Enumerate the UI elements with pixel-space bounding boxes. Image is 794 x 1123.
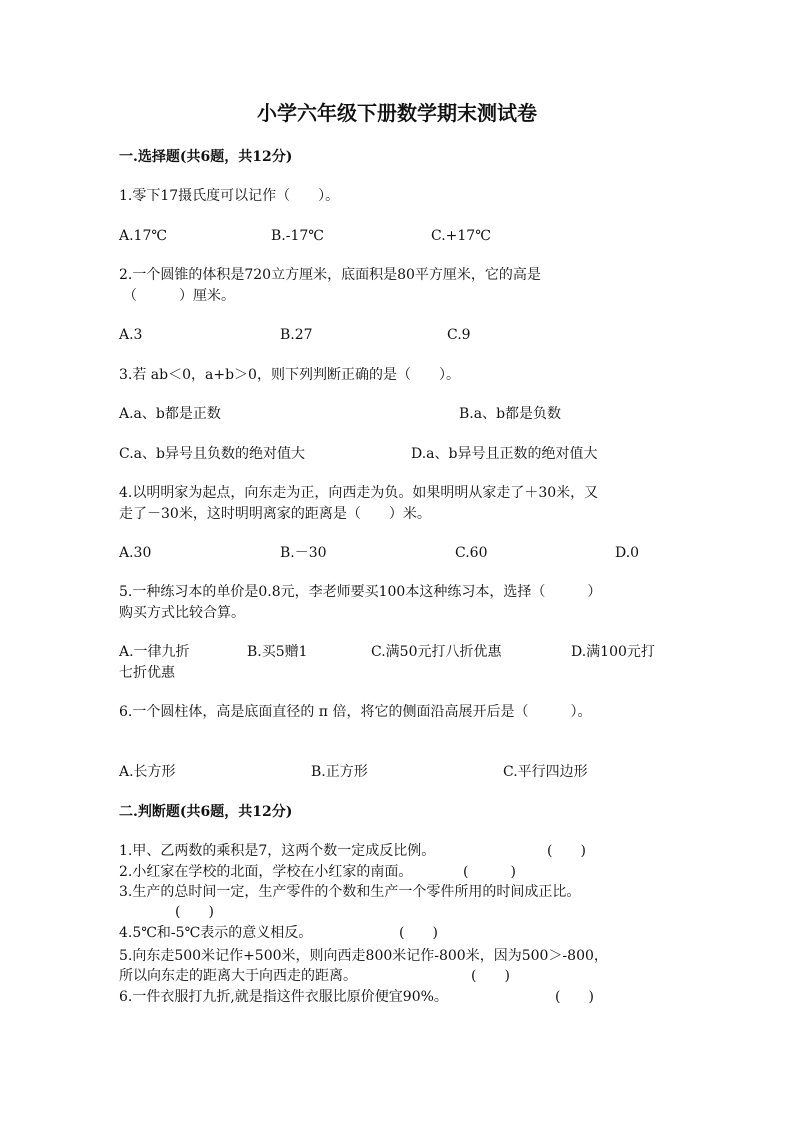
judgment-1-text: 1.甲、乙两数的乘积是7，这两个数一定成反比例。 bbox=[119, 843, 436, 859]
judgment-5-text-line1: 5.向东走500米记作+500米，则向西走800米记作-800米，因为500＞-800， bbox=[119, 948, 608, 964]
question-1-option-c: C.+17℃ bbox=[431, 228, 491, 244]
question-6-option-a: A.长方形 bbox=[119, 764, 176, 780]
question-2-option-a: A.3 bbox=[119, 327, 143, 343]
judgment-5-text-line2: 所以向东走的距离大于向西走的距离。 bbox=[119, 968, 357, 984]
question-1-option-a: A.17℃ bbox=[119, 228, 168, 244]
judgment-6-paren: ( ) bbox=[555, 989, 594, 1005]
question-5-text-line2: 购买方式比较合算。 bbox=[119, 605, 245, 621]
question-5-option-c: C.满50元打八折优惠 bbox=[371, 644, 502, 660]
question-6-option-c: C.平行四边形 bbox=[503, 764, 588, 780]
question-1-option-b: B.-17℃ bbox=[271, 228, 324, 244]
question-5-option-b: B.买5赠1 bbox=[247, 644, 308, 660]
question-5-option-a: A.一律九折 bbox=[119, 644, 190, 660]
section-heading-choice: 一.选择题(共6题，共12分) bbox=[119, 149, 293, 165]
question-2-text-line1: 2.一个圆锥的体积是720立方厘米，底面积是80平方厘米，它的高是 bbox=[119, 267, 541, 283]
section-heading-judgment: 二.判断题(共6题，共12分) bbox=[119, 804, 293, 820]
question-4-option-a: A.30 bbox=[119, 545, 152, 561]
judgment-3-text: 3.生产的总时间一定，生产零件的个数和生产一个零件所用的时间成正比。 bbox=[119, 884, 581, 900]
question-6-text: 6.一个圆柱体，高是底面直径的 π 倍，将它的侧面沿高展开后是（ ）。 bbox=[119, 704, 592, 720]
question-4-text-line2: 走了－30米，这时明明离家的距离是（ ）米。 bbox=[119, 506, 431, 522]
judgment-6-text: 6.一件衣服打九折,就是指这件衣服比原价便宜90%。 bbox=[119, 989, 448, 1005]
question-4-option-c: C.60 bbox=[455, 545, 488, 561]
question-5-option-d-line1: D.满100元打 bbox=[571, 644, 655, 660]
judgment-4-paren: ( ) bbox=[399, 925, 438, 941]
judgment-4-text: 4.5℃和-5℃表示的意义相反。 bbox=[119, 925, 313, 941]
page-title: 小学六年级下册数学期末测试卷 bbox=[257, 101, 537, 125]
judgment-2-paren: ( ) bbox=[463, 864, 516, 880]
question-4-option-b: B.－30 bbox=[280, 545, 327, 561]
question-1-text: 1.零下17摄氏度可以记作（ ）。 bbox=[119, 188, 340, 204]
question-3-option-c: C.a、b异号且负数的绝对值大 bbox=[119, 446, 305, 462]
question-3-text: 3.若 ab＜0，a+b＞0，则下列判断正确的是（ ）。 bbox=[119, 367, 460, 383]
question-3-option-a: A.a、b都是正数 bbox=[119, 406, 221, 422]
question-3-option-b: B.a、b都是负数 bbox=[459, 406, 562, 422]
question-3-option-d: D.a、b异号且正数的绝对值大 bbox=[411, 446, 598, 462]
question-6-option-b: B.正方形 bbox=[311, 764, 368, 780]
question-5-option-d-line2: 七折优惠 bbox=[119, 665, 175, 681]
question-2-option-b: B.27 bbox=[280, 327, 313, 343]
judgment-1-paren: ( ) bbox=[547, 843, 586, 859]
question-4-option-d: D.0 bbox=[615, 545, 640, 561]
question-5-text-line1: 5.一种练习本的单价是0.8元，李老师要买100本这种练习本，选择（ ） bbox=[119, 584, 602, 600]
question-2-text-line2: （ ）厘米。 bbox=[123, 288, 235, 304]
question-2-option-c: C.9 bbox=[447, 327, 471, 343]
question-4-text-line1: 4.以明明家为起点，向东走为正，向西走为负。如果明明从家走了＋30米，又 bbox=[119, 485, 599, 501]
judgment-5-paren: ( ) bbox=[471, 968, 510, 984]
judgment-2-text: 2.小红家在学校的北面，学校在小红家的南面。 bbox=[119, 864, 413, 880]
judgment-3-paren: ( ) bbox=[175, 904, 214, 920]
